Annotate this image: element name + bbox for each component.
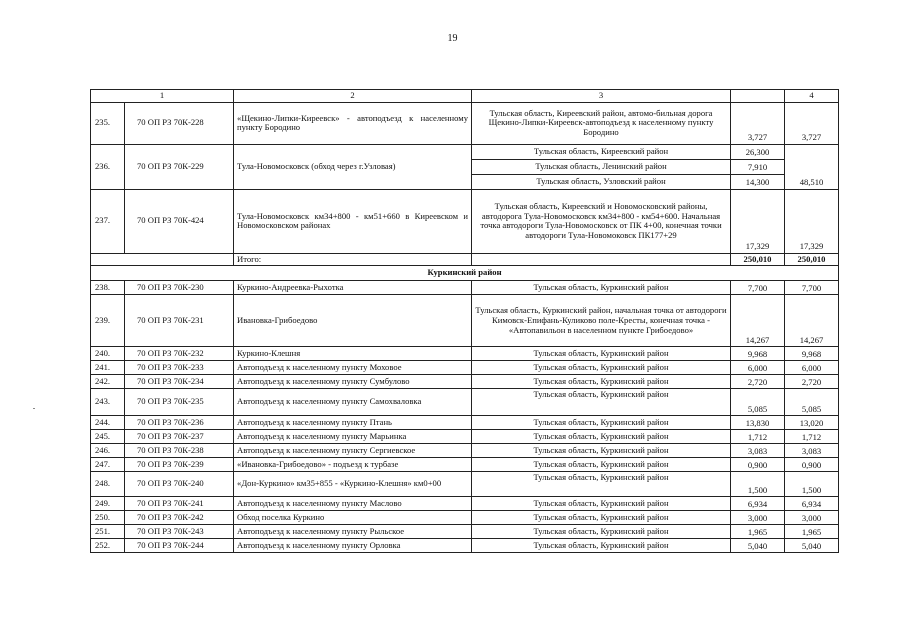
road-length: 17,329 xyxy=(731,189,785,253)
road-id: 70 ОП РЗ 70К-232 xyxy=(125,347,234,361)
road-name: Ивановка-Грибоедово xyxy=(234,295,472,347)
row-number: 240. xyxy=(91,347,125,361)
road-location: Тульская область, Куркинский район xyxy=(472,511,731,525)
scan-mark xyxy=(33,408,35,409)
row-number: 237. xyxy=(91,189,125,253)
road-id: 70 ОП РЗ 70К-230 xyxy=(125,281,234,295)
road-total-length: 7,700 xyxy=(785,281,839,295)
header-cell: 2 xyxy=(234,90,472,103)
road-name: Автоподъезд к населенному пункту Маслово xyxy=(234,497,472,511)
road-length: 6,934 xyxy=(731,497,785,511)
road-length: 7,910 xyxy=(731,159,785,174)
road-length: 26,300 xyxy=(731,144,785,159)
road-total-length: 3,000 xyxy=(785,511,839,525)
road-location: Тульская область, Куркинский район xyxy=(472,389,731,416)
road-name: Автоподъезд к населенному пункту Сергиевское xyxy=(234,444,472,458)
section-title: Куркинский район xyxy=(91,266,839,281)
table-row xyxy=(91,102,839,144)
road-total-length: 17,329 xyxy=(785,189,839,253)
road-name: «Ивановка-Грибоедово» - подъезд к турбазе xyxy=(234,458,472,472)
row-number: 249. xyxy=(91,497,125,511)
road-id: 70 ОП РЗ 70К-231 xyxy=(125,295,234,347)
road-total-length: 0,900 xyxy=(785,458,839,472)
road-length: 14,267 xyxy=(731,295,785,347)
road-length: 3,000 xyxy=(731,511,785,525)
road-location: Тульская область, Куркинский район xyxy=(472,347,731,361)
road-id: 70 ОП РЗ 70К-233 xyxy=(125,361,234,375)
road-location: Тульская область, Узловский район xyxy=(472,174,731,189)
road-location: Тульская область, Киреевский район, автомо-бильная дорога Щекино-Липки-Киреевск-автоподъезд к населенному пункту Бородино xyxy=(472,102,731,144)
table-row xyxy=(91,189,839,253)
subtotal-row xyxy=(91,253,839,266)
row-number: 236. xyxy=(91,144,125,189)
road-location: Тульская область, Куркинский район xyxy=(472,444,731,458)
road-name: Куркино-Клешня xyxy=(234,347,472,361)
table-row xyxy=(91,389,839,416)
road-name: Автоподъезд к населенному пункту Марьинка xyxy=(234,430,472,444)
road-location: Тульская область, Куркинский район xyxy=(472,472,731,497)
row-number: 239. xyxy=(91,295,125,347)
road-total-length: 5,040 xyxy=(785,539,839,553)
row-number: 252. xyxy=(91,539,125,553)
header-cell: 4 xyxy=(785,90,839,103)
road-name: «Щекино-Липки-Киреевск» - автоподъезд к населенному пункту Бородино xyxy=(234,102,472,144)
road-length: 7,700 xyxy=(731,281,785,295)
row-number: 244. xyxy=(91,416,125,430)
row-number: 242. xyxy=(91,375,125,389)
road-length: 1,712 xyxy=(731,430,785,444)
road-id: 70 ОП РЗ 70К-241 xyxy=(125,497,234,511)
road-id: 70 ОП РЗ 70К-236 xyxy=(125,416,234,430)
row-number: 245. xyxy=(91,430,125,444)
road-id: 70 ОП РЗ 70К-424 xyxy=(125,189,234,253)
row-number: 250. xyxy=(91,511,125,525)
road-length: 1,965 xyxy=(731,525,785,539)
road-name: «Дон-Куркино» км35+855 - «Куркино-Клешня» км0+00 xyxy=(234,472,472,497)
road-location: Тульская область, Куркинский район xyxy=(472,281,731,295)
road-name: Обход поселка Куркино xyxy=(234,511,472,525)
road-total-length: 3,083 xyxy=(785,444,839,458)
road-location: Тульская область, Ленинский район xyxy=(472,159,731,174)
header-cell: 1 xyxy=(91,90,234,103)
row-number: 246. xyxy=(91,444,125,458)
table-row xyxy=(91,416,839,430)
road-name: Куркино-Андреевка-Рыхотка xyxy=(234,281,472,295)
subtotal-length: 250,010 xyxy=(731,253,785,266)
road-length: 1,500 xyxy=(731,472,785,497)
table-row xyxy=(91,144,839,159)
road-location: Тульская область, Куркинский район, начальная точка от автодороги Кимовск-Епифань-Куликово поле-Кресты, конечная точка - «Автопавильон в населенном пункте Грибоедово» xyxy=(472,295,731,347)
table-row xyxy=(91,444,839,458)
row-number: 248. xyxy=(91,472,125,497)
road-name: Тула-Новомосковск (обход через г.Узловая) xyxy=(234,144,472,189)
table-row xyxy=(91,497,839,511)
table-row xyxy=(91,295,839,347)
road-location: Тульская область, Киреевский и Новомосковский районы, автодорога Тула-Новомосковск км34+800 - км54+600. Начальная точка автодороги Тула-Новомосковск от ПК 4+00, конечная точки автодороги Тула-Новомоковск ПК177+29 xyxy=(472,189,731,253)
road-location: Тульская область, Куркинский район xyxy=(472,525,731,539)
row-number: 241. xyxy=(91,361,125,375)
road-id: 70 ОП РЗ 70К-242 xyxy=(125,511,234,525)
road-length: 14,300 xyxy=(731,174,785,189)
table-row xyxy=(91,375,839,389)
road-length: 3,727 xyxy=(731,102,785,144)
road-length: 13,830 xyxy=(731,416,785,430)
road-id: 70 ОП РЗ 70К-238 xyxy=(125,444,234,458)
section-row xyxy=(91,266,839,281)
road-location: Тульская область, Киреевский район xyxy=(472,144,731,159)
road-name: Автоподъезд к населенному пункту Моховое xyxy=(234,361,472,375)
table-row xyxy=(91,472,839,497)
table-row xyxy=(91,347,839,361)
road-name: Автоподъезд к населенному пункту Самохваловка xyxy=(234,389,472,416)
road-total-length: 3,727 xyxy=(785,102,839,144)
road-length: 2,720 xyxy=(731,375,785,389)
road-total-length: 6,000 xyxy=(785,361,839,375)
road-id: 70 ОП РЗ 70К-240 xyxy=(125,472,234,497)
road-name: Автоподъезд к населенному пункту Рыльское xyxy=(234,525,472,539)
empty-cell xyxy=(91,253,234,266)
table-row xyxy=(91,525,839,539)
road-total-length: 2,720 xyxy=(785,375,839,389)
road-total-length: 9,968 xyxy=(785,347,839,361)
road-total-length: 14,267 xyxy=(785,295,839,347)
road-length: 5,085 xyxy=(731,389,785,416)
road-length: 9,968 xyxy=(731,347,785,361)
road-total-length: 48,510 xyxy=(785,144,839,189)
road-length: 3,083 xyxy=(731,444,785,458)
road-id: 70 ОП РЗ 70К-229 xyxy=(125,144,234,189)
road-location: Тульская область, Куркинский район xyxy=(472,375,731,389)
row-number: 238. xyxy=(91,281,125,295)
road-total-length: 6,934 xyxy=(785,497,839,511)
header-cell: 3 xyxy=(472,90,731,103)
table-row xyxy=(91,458,839,472)
table-row xyxy=(91,539,839,553)
table-row xyxy=(91,361,839,375)
subtotal-label: Итого: xyxy=(234,253,472,266)
road-id: 70 ОП РЗ 70К-243 xyxy=(125,525,234,539)
road-location: Тульская область, Куркинский район xyxy=(472,416,731,430)
road-location: Тульская область, Куркинский район xyxy=(472,458,731,472)
header-cell xyxy=(731,90,785,103)
road-name: Автоподъезд к населенному пункту Птань xyxy=(234,416,472,430)
road-length: 0,900 xyxy=(731,458,785,472)
road-total-length: 5,085 xyxy=(785,389,839,416)
road-name: Автоподъезд к населенному пункту Орловка xyxy=(234,539,472,553)
road-location: Тульская область, Куркинский район xyxy=(472,497,731,511)
road-total-length: 1,500 xyxy=(785,472,839,497)
row-number: 243. xyxy=(91,389,125,416)
road-length: 6,000 xyxy=(731,361,785,375)
road-length: 5,040 xyxy=(731,539,785,553)
road-total-length: 1,965 xyxy=(785,525,839,539)
row-number: 235. xyxy=(91,102,125,144)
table-row xyxy=(91,511,839,525)
row-number: 251. xyxy=(91,525,125,539)
road-id: 70 ОП РЗ 70К-239 xyxy=(125,458,234,472)
empty-cell xyxy=(472,253,731,266)
row-number: 247. xyxy=(91,458,125,472)
road-id: 70 ОП РЗ 70К-228 xyxy=(125,102,234,144)
road-id: 70 ОП РЗ 70К-235 xyxy=(125,389,234,416)
column-number-header xyxy=(91,90,839,103)
road-location: Тульская область, Куркинский район xyxy=(472,430,731,444)
road-name: Автоподъезд к населенному пункту Сумбулово xyxy=(234,375,472,389)
road-total-length: 1,712 xyxy=(785,430,839,444)
road-name: Тула-Новомосковск км34+800 - км51+660 в Киреевском и Новомосковском районах xyxy=(234,189,472,253)
table-row xyxy=(91,281,839,295)
road-total-length: 13,020 xyxy=(785,416,839,430)
subtotal-total: 250,010 xyxy=(785,253,839,266)
road-location: Тульская область, Куркинский район xyxy=(472,361,731,375)
road-id: 70 ОП РЗ 70К-237 xyxy=(125,430,234,444)
road-location: Тульская область, Куркинский район xyxy=(472,539,731,553)
road-id: 70 ОП РЗ 70К-234 xyxy=(125,375,234,389)
road-id: 70 ОП РЗ 70К-244 xyxy=(125,539,234,553)
page-number: 19 xyxy=(447,33,458,44)
road-register-table xyxy=(90,89,839,553)
table-row xyxy=(91,430,839,444)
